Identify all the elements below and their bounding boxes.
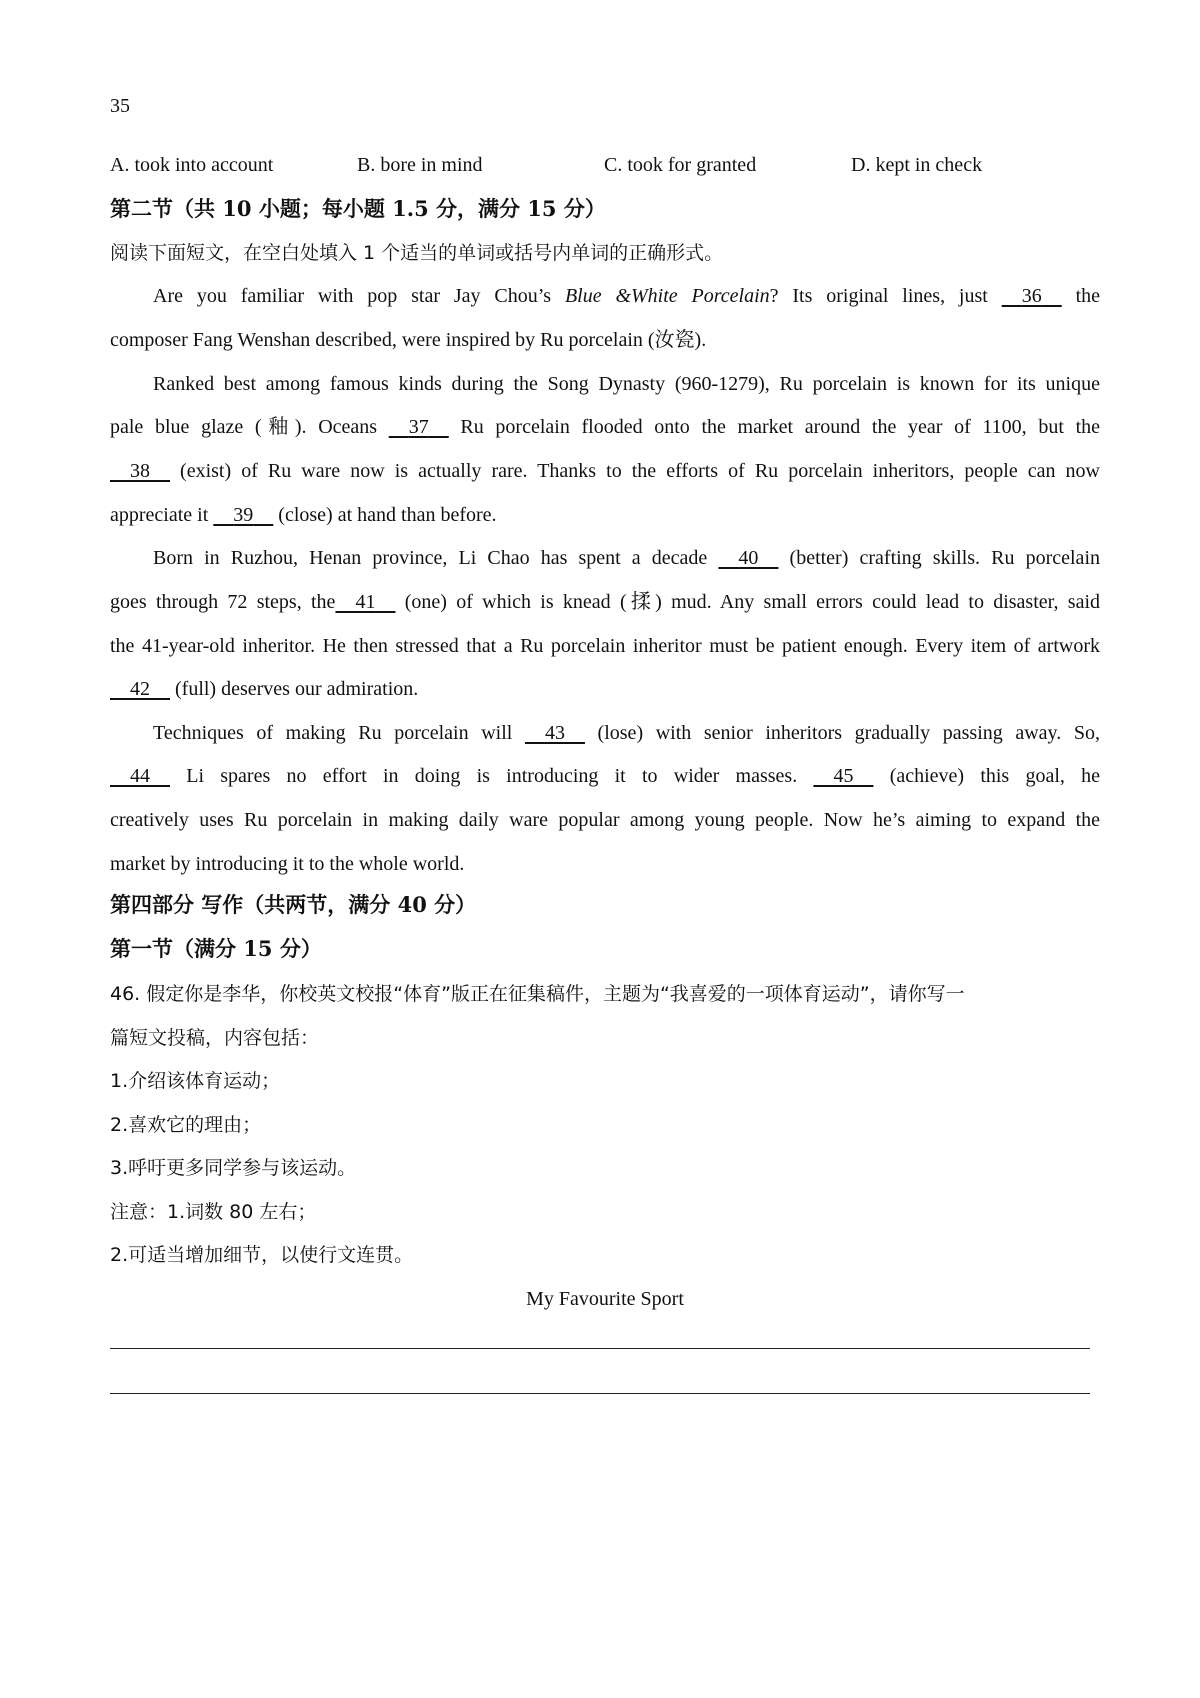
option-c: C. took for granted (604, 154, 757, 176)
passage-p3-line4: 42 (full) deserves our admiration. (110, 677, 1100, 701)
blank-39[interactable]: 39 (233, 504, 254, 526)
option-d: D. kept in check (851, 154, 983, 176)
passage-p4-line2: 44 Li spares no effort in doing is introducing it to wider masses. 45 (achieve) this goal, he (110, 764, 1100, 788)
passage-p2-line1: Ranked best among famous kinds during the Song Dynasty (960-1279), Ru porcelain is known for its unique (153, 373, 1100, 395)
blank-45[interactable]: 45 (833, 765, 854, 787)
passage-p3-line2: goes through 72 steps, the 41 (one) of which is knead (揉) mud. Any small errors could lead to disaster, said (110, 591, 1101, 613)
song-title: Blue &White Porcelain (564, 285, 770, 307)
section2-heading: 第二节（共 10 小题；每小题 1.5 分，满分 15 分） (110, 196, 606, 221)
blank-42[interactable]: 42 (130, 678, 150, 700)
part4-section1-heading: 第一节（满分 15 分） (110, 936, 322, 961)
answer-line-1[interactable] (110, 1348, 1090, 1349)
passage-p4-line1: Techniques of making Ru porcelain will 43 (lose) with senior inheritors gradually passing away. So, (153, 722, 1100, 744)
blank-44[interactable]: 44 (130, 765, 150, 787)
option-a: A. took into account (110, 154, 274, 176)
passage-p2-line4: appreciate it 39 (close) at hand than before. (110, 504, 497, 526)
page-number: 35 (110, 95, 130, 117)
blank-43[interactable]: 43 (544, 722, 565, 744)
task-point-3: 3.呼吁更多同学参与该运动。 (110, 1157, 357, 1179)
task-line2: 篇短文投稿，内容包括： (110, 1027, 320, 1049)
passage-p1-line2: composer Fang Wenshan described, were inspired by Ru porcelain (汝瓷). (110, 329, 707, 351)
passage-p4-line3: creatively uses Ru porcelain in making daily ware popular among young people. Now he’s aiming to expand the (110, 809, 1100, 831)
passage-p2-line3: 38 (exist) of Ru ware now is actually rare. Thanks to the efforts of Ru porcelain inheritors, people can now (110, 459, 1100, 483)
task-point-2: 2.喜欢它的理由； (110, 1114, 262, 1136)
task-point-1: 1.介绍该体育运动； (110, 1070, 281, 1092)
task-line1: 46. 假定你是李华，你校英文校报“体育”版正在征集稿件，主题为“我喜爱的一项体育运动”，请你写一 (110, 983, 965, 1005)
note-2: 2.可适当增加细节，以使行文连贯。 (110, 1244, 414, 1266)
blank-38[interactable]: 38 (130, 460, 150, 482)
part4-heading: 第四部分 写作（共两节，满分 40 分） (110, 892, 477, 917)
blank-36[interactable]: 36 (1021, 285, 1042, 307)
passage-p2-line2: pale blue glaze (釉). Oceans 37 Ru porcelain flooded onto the market around the year of 1100, but the (110, 416, 1101, 438)
option-b: B. bore in mind (357, 154, 483, 176)
answer-line-2[interactable] (110, 1393, 1090, 1394)
note-1: 注意：1.词数 80 左右； (110, 1201, 317, 1223)
passage-p3-line3: the 41-year-old inheritor. He then stressed that a Ru porcelain inheritor must be patient enough. Every item of artwork (110, 635, 1100, 657)
essay-title: My Favourite Sport (526, 1288, 684, 1310)
blank-40[interactable]: 40 (738, 547, 759, 569)
passage-p4-line4: market by introducing it to the whole world. (110, 853, 465, 875)
section2-instruction: 阅读下面短文，在空白处填入 1 个适当的单词或括号内单词的正确形式。 (110, 242, 724, 264)
blank-41[interactable]: 41 (355, 591, 376, 613)
passage-p3-line1: Born in Ruzhou, Henan province, Li Chao has spent a decade 40 (better) crafting skills. Ru porcelain (153, 547, 1100, 569)
passage-p1-line1: Are you familiar with pop star Jay Chou’s Blue &White Porcelain? Its original lines, just 36 the (153, 285, 1100, 307)
blank-37[interactable]: 37 (408, 416, 429, 438)
